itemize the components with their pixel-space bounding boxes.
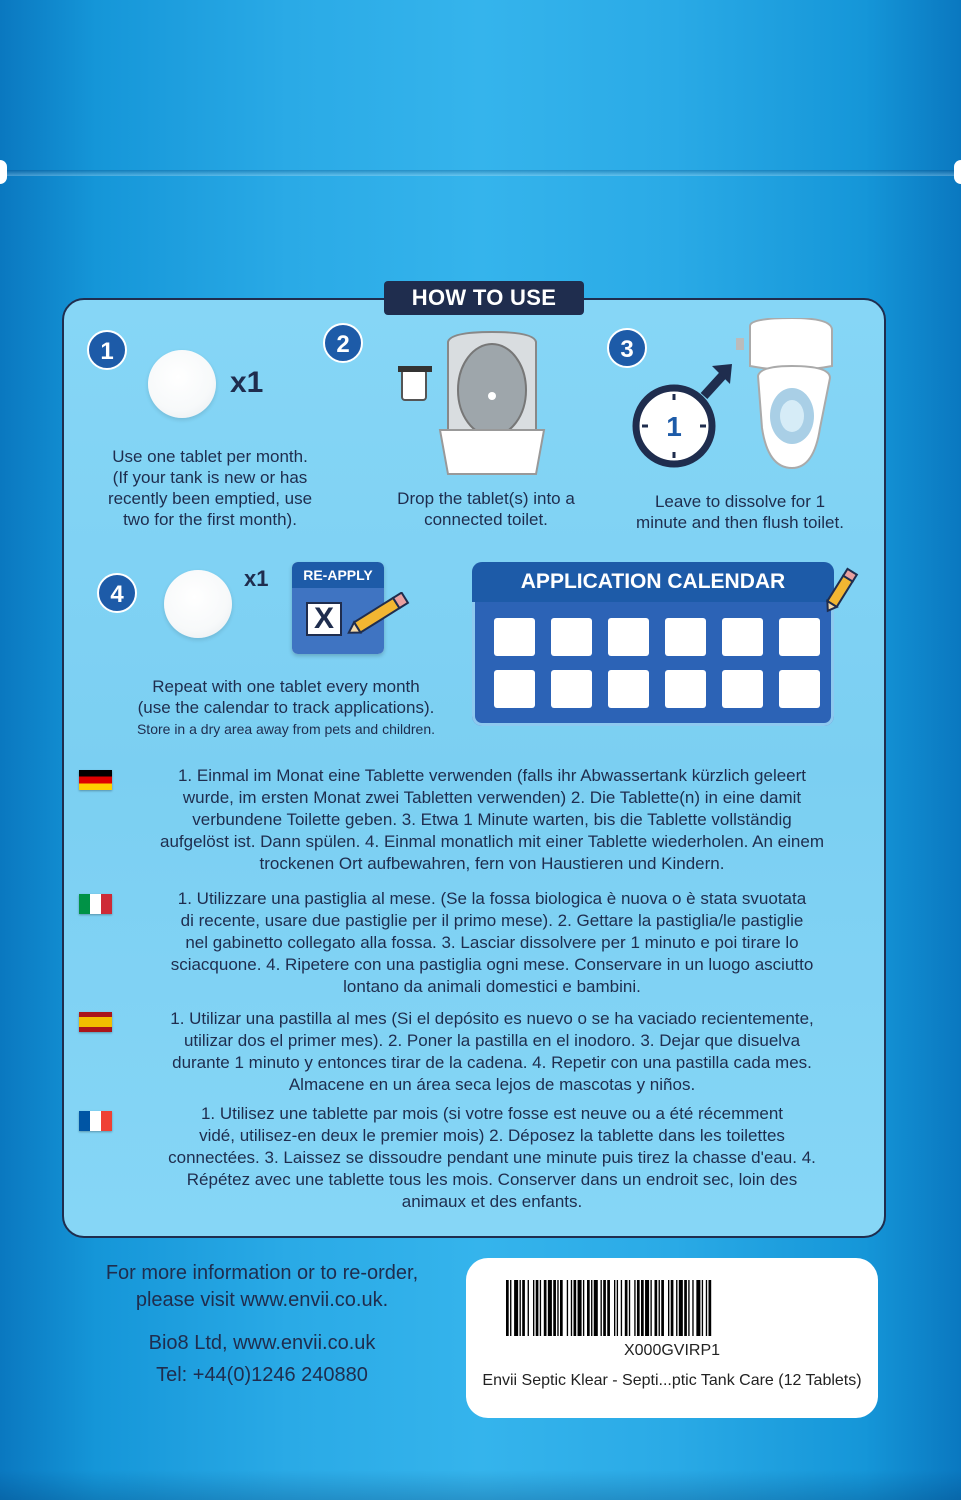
calendar-cell [665, 670, 706, 708]
zip-seal [0, 170, 961, 176]
barcode-bar [514, 1280, 518, 1336]
barcode-bar [533, 1280, 534, 1336]
calendar-cell [779, 670, 820, 708]
barcode-bar [692, 1280, 693, 1336]
barcode-bar [571, 1280, 572, 1336]
calendar-cell [608, 618, 649, 656]
barcode-bar [668, 1280, 669, 1336]
calendar-title: APPLICATION CALENDAR [472, 562, 834, 602]
barcode-bar [621, 1280, 622, 1336]
telephone-text: Tel: +44(0)1246 240880 [156, 1364, 368, 1386]
barcode-bar [557, 1280, 558, 1336]
barcode-bar [607, 1280, 610, 1336]
pouch-bottom-shade [0, 1470, 961, 1500]
storage-note: Store in a dry area away from pets and children. [136, 721, 436, 737]
barcode-bar [661, 1280, 664, 1336]
barcode-bar [706, 1280, 707, 1336]
calendar-cell [779, 618, 820, 656]
barcode-bar [614, 1280, 615, 1336]
spanish-instructions: 1. Utilizar una pastilla al mes (Si el depósito es nuevo o se ha vaciado recientemente, utilizar dos el primer mes). 2. Poner la pastilla en el inodoro. 3. Dejar que disuelva durante 1 minuto y entonces tirar de la cadena. 4. Repetir con una pastilla cada mes. Almacene en un área seca lejos de mascotas y niños. [170, 1009, 814, 1094]
calendar-cell [551, 618, 592, 656]
company-text: Bio8 Ltd, www.envii.co.uk [148, 1332, 376, 1354]
calendar-cell [494, 618, 535, 656]
tear-notch-right [954, 160, 961, 184]
step-4-text: Repeat with one tablet every month (use the calendar to track applications). Store in a dry area away from pets and children. [96, 676, 476, 740]
step-1-multiplier: x1 [230, 366, 264, 399]
toilet-top-view-icon [396, 330, 556, 480]
italian-flag-icon [79, 894, 112, 914]
barcode-bar [688, 1280, 689, 1336]
barcode-bar [679, 1280, 683, 1336]
barcode-bar [540, 1280, 541, 1336]
barcode-bar [560, 1280, 563, 1336]
barcode-bar [629, 1280, 630, 1336]
calendar-cell [551, 670, 592, 708]
barcode-bar [641, 1280, 644, 1336]
calendar-grid [494, 618, 820, 708]
barcode-bar [625, 1280, 628, 1336]
barcode-bar [591, 1280, 592, 1336]
pencil-icon [344, 592, 414, 638]
barcode-bar [684, 1280, 687, 1336]
barcode-bar [696, 1280, 700, 1336]
italian-instructions: 1. Utilizzare una pastiglia al mese. (Se la fossa biologica è nuova o è stata svuotata di recente, usare due pastiglie per il primo mese). 2. Gettare la pastiglia/le pastiglie nel gabinetto collegato alla fossa. 3. Lasciar dissolvere per 1 minuto e poi tirare lo sciacquone. 4. Ripetere con una pastiglia ogni mese. Conservare in un luogo asciutto lontano da animali domestici e bambini. [170, 889, 814, 996]
step-4-multiplier: x1 [244, 566, 269, 591]
barcode-bar [637, 1280, 640, 1336]
step-2-number: 2 [323, 323, 363, 363]
barcode-bar [634, 1280, 635, 1336]
barcode-bar [659, 1280, 660, 1336]
barcode-bar [702, 1280, 703, 1336]
barcode-bar [594, 1280, 598, 1336]
more-info-text: For more information or to re-order, please visit www.envii.co.uk. [105, 1262, 419, 1311]
calendar-cell [608, 670, 649, 708]
calendar-cell [665, 618, 706, 656]
barcode-label [466, 1258, 878, 1418]
step-3-number: 3 [607, 328, 647, 368]
barcode-bar [553, 1280, 556, 1336]
reapply-checkbox: X [306, 602, 342, 636]
barcode-bar [548, 1280, 552, 1336]
french-flag-icon [79, 1111, 112, 1131]
spanish-flag-icon [79, 1012, 112, 1032]
step-4-number: 4 [97, 573, 137, 613]
barcode-bar [671, 1280, 674, 1336]
barcode-description: Envii Septic Klear - Septi...ptic Tank Care (12 Tablets) [482, 1372, 862, 1389]
barcode-bar [574, 1280, 577, 1336]
barcode-bar [536, 1280, 539, 1336]
barcode-bar [650, 1280, 651, 1336]
barcode-bar [655, 1280, 658, 1336]
tear-notch-left [0, 160, 7, 184]
clock-number: 1 [666, 411, 682, 442]
barcode-bar [603, 1280, 606, 1336]
calendar-cell [722, 670, 763, 708]
barcode-bar [528, 1280, 529, 1336]
barcode-bar [587, 1280, 590, 1336]
barcode-bar [601, 1280, 602, 1336]
step-3-text: Leave to dissolve for 1 minute and then flush toilet. [636, 492, 844, 532]
barcode-bar [676, 1280, 677, 1336]
barcode-bar [510, 1280, 511, 1336]
reapply-label: RE-APPLY [292, 562, 384, 588]
barcode-bar [645, 1280, 649, 1336]
french-instructions: 1. Utilisez une tablette par mois (si votre fosse est neuve ou a été récemment vidé, utilisez-en deux le premier mois) 2. Déposez la tablette dans les toilettes connectées. 3. Laissez se dissoudre pendant une minute puis tirez la chasse d'eau. 4. Répétez avec une tablette tous les mois. Conserver dans un endroit sec, loin des animaux et des enfants. [168, 1104, 816, 1211]
barcode-bar [522, 1280, 525, 1336]
barcode-bar [567, 1280, 568, 1336]
application-calendar [472, 562, 834, 726]
tablet-icon [148, 350, 216, 418]
barcode-number: X000GVIRP1 [623, 1342, 721, 1359]
barcode-bar [578, 1280, 582, 1336]
step-2-text: Drop the tablet(s) into a connected toilet. [397, 489, 575, 529]
pencil-icon [818, 562, 866, 616]
barcode-bar [583, 1280, 584, 1336]
barcode-bar [617, 1280, 618, 1336]
barcode-bar [709, 1280, 712, 1336]
german-flag-icon [79, 770, 112, 790]
calendar-cell [494, 670, 535, 708]
how-to-use-title: HOW TO USE [384, 281, 584, 315]
step-1-text: Use one tablet per month. (If your tank is new or has recently been emptied, use two for the first month). [107, 447, 313, 529]
german-instructions: 1. Einmal im Monat eine Tablette verwenden (falls ihr Abwassertank kürzlich geleert wurde, im ersten Monat zwei Tabletten verwenden) 2. Die Tablette(n) in eine damit verbundene Toilette geben. 3. Etwa 1 Minute warten, bis die Tablette vollständig aufgelöst ist. Dann spülen. 4. Einmal monatlich mit einer Tablette wiederholen. An einem trockenen Ort aufbewahren, fern von Haustieren und Kindern. [159, 766, 824, 873]
clock-and-toilet-icon [632, 318, 852, 478]
barcode-bar [520, 1280, 521, 1336]
barcode-image [506, 1280, 840, 1336]
tablet-icon [164, 570, 232, 638]
barcode-bar [506, 1280, 509, 1336]
barcode-bar [544, 1280, 547, 1336]
step-1-number: 1 [87, 330, 127, 370]
calendar-cell [722, 618, 763, 656]
